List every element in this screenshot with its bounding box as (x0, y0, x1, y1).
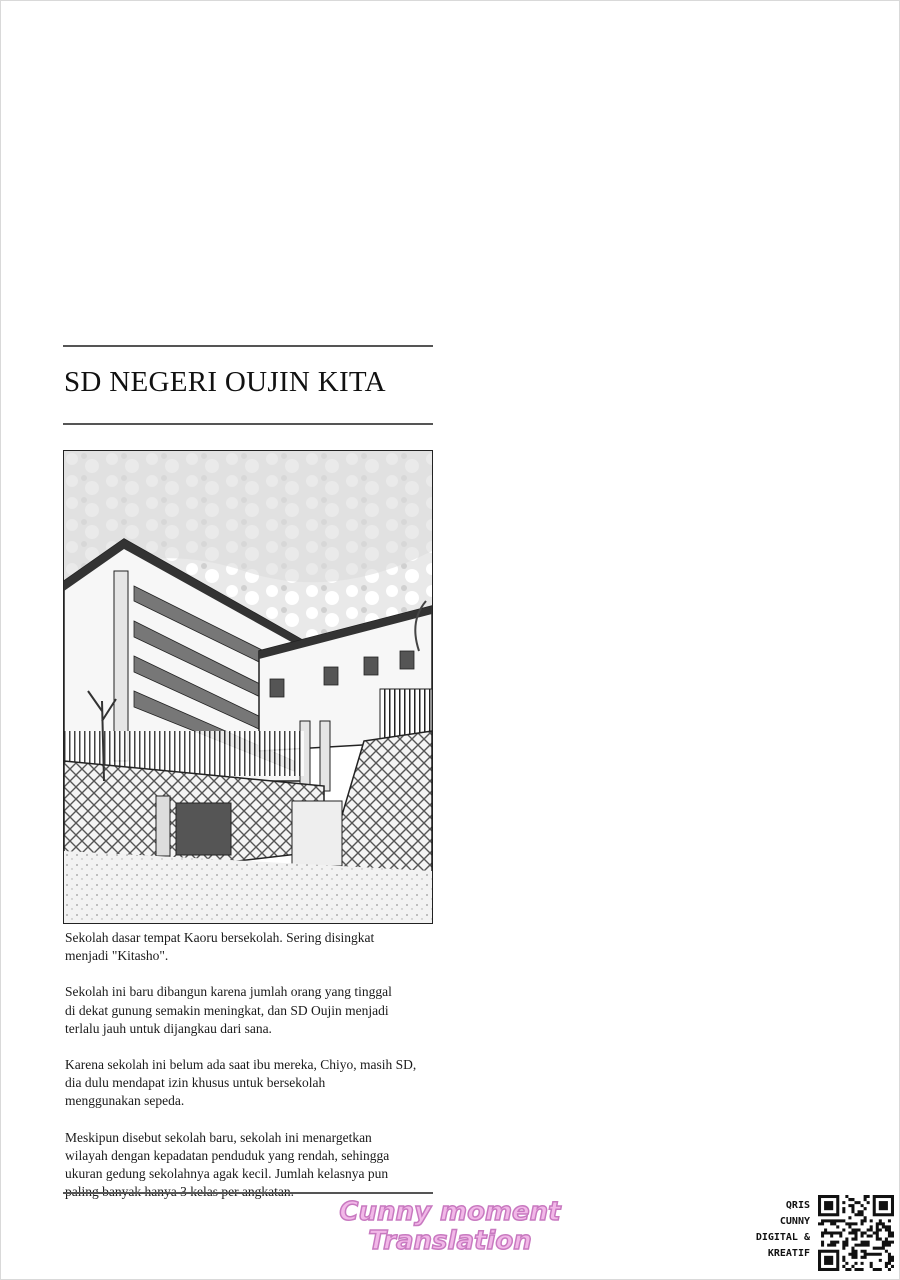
title-rule-bottom (63, 423, 433, 425)
school-illustration (63, 450, 433, 924)
page-title: SD NEGERI OUJIN KITA (64, 366, 386, 398)
footer-rule (63, 1192, 433, 1194)
description-paragraph: Sekolah ini baru dibangun karena jumlah orang yang tinggal di dekat gunung semakin meningkat, dan SD Oujin menjadi terlalu jauh untuk dijangkau dari sana. (65, 984, 392, 1036)
description-text (65, 929, 437, 1219)
qris-label-line: DIGITAL & (755, 1232, 810, 1243)
description-paragraph: Meskipun disebut sekolah baru, sekolah ini menargetkan wilayah dengan kepadatan penduduk yang rendah, sehingga ukuran gedung sekolahnya agak kecil. Jumlah kelasnya pun paling banyak hanya 3 kelas per angkatan. (65, 1129, 390, 1200)
qris-label-line: QRIS (785, 1200, 810, 1211)
qris-label-line: CUNNY (779, 1216, 810, 1227)
credit-line-2: Translation (368, 1226, 532, 1256)
description-paragraph: Sekolah dasar tempat Kaoru bersekolah. Sering disingkat menjadi "Kitasho". (65, 930, 375, 964)
qris-label-line: KREATIF (767, 1248, 810, 1259)
translator-credit-logo (320, 1198, 580, 1256)
qris-label (740, 1198, 810, 1262)
description-paragraph: Karena sekolah ini belum ada saat ibu mereka, Chiyo, masih SD, dia dulu mendapat izin khusus untuk bersekolah menggunakan sepeda. (65, 1057, 417, 1109)
title-rule-top (63, 345, 433, 347)
qr-code-icon[interactable] (818, 1195, 894, 1271)
credit-line-1: Cunny moment (339, 1197, 561, 1227)
